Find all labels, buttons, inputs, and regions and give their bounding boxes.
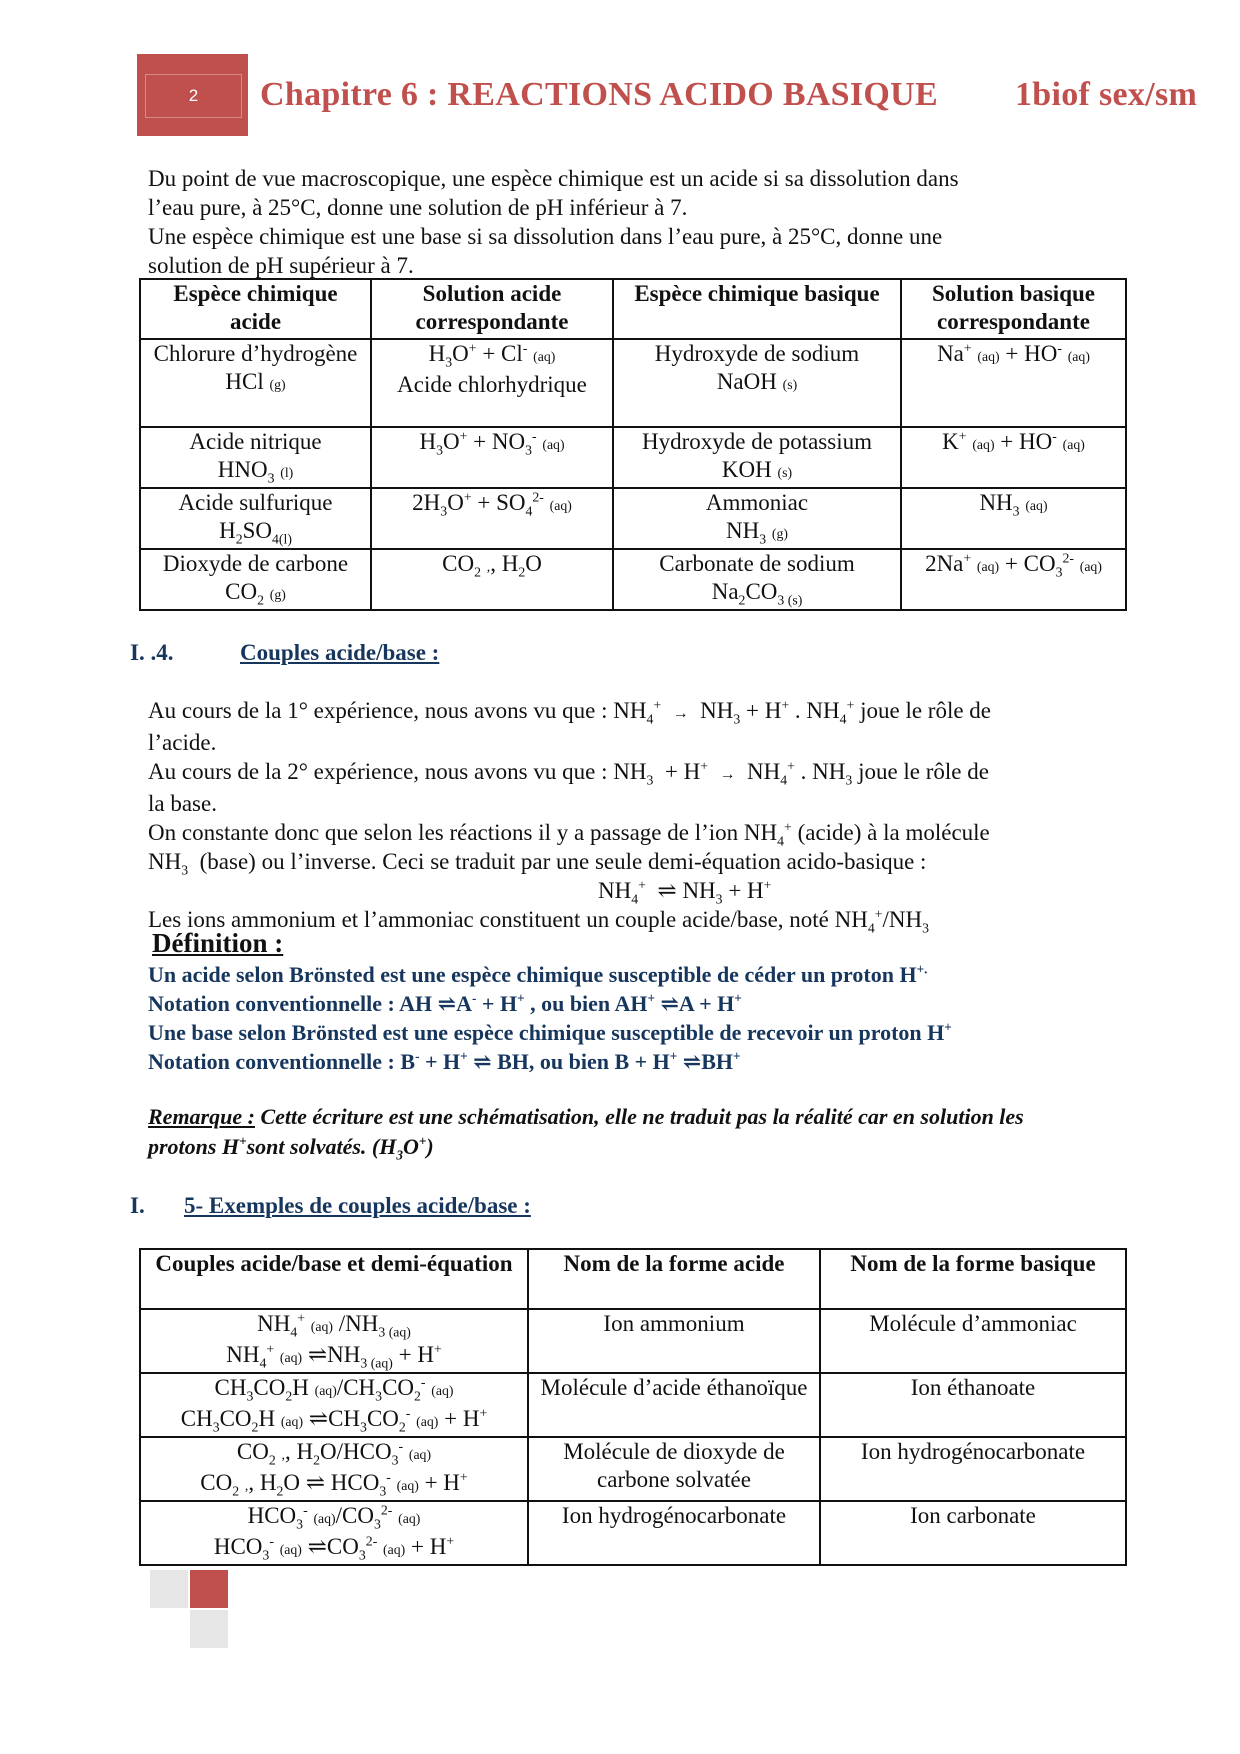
definition-block: Un acide selon Brönsted est une espèce chimique susceptible de céder un proton H+. Notation conventionnelle : AH ⇌A- + H+ , ou bien AH+ ⇌A + H+ Une base selon Brönsted est une espèce chimique susceptible de recevoir un proton H+ Notation conventionnelle : B- + H+ ⇌ BH, ou bien B + H+ ⇌BH+: [148, 961, 952, 1074]
table-row: [140, 1501, 1126, 1565]
table-header: Solution basique correspondante: [901, 279, 1126, 339]
table-cell: Acide sulfurique $H_2SO_{4(l)}$: [140, 488, 371, 549]
intro-paragraph: [148, 164, 1128, 280]
table-cell: $CH_3CO_2H$ $(aq)/CH_3CO_2^-$ (aq) $CH_3CO_2H$ (aq) $\rightleftharpoons CH_3CO_2^-$ (aq) + H+: [140, 1373, 528, 1437]
section-title: 5- Exemples de couples acide/base :: [184, 1193, 531, 1218]
table-cell: Acide nitrique $HNO_3$ (l): [140, 427, 371, 488]
table-cell: $NH_3$ (aq): [901, 488, 1126, 549]
intro-line: Une espèce chimique est une base si sa dissolution dans l’eau pure, à 25°C, donne une: [148, 224, 943, 249]
table-cell: K+ (aq) + HO- (aq): [901, 427, 1126, 488]
page-number-box: [137, 54, 248, 136]
table-row: [140, 1309, 1126, 1373]
intro-line: Du point de vue macroscopique, une espèce chimique est un acide si sa dissolution dans: [148, 166, 959, 191]
table-row: [140, 1373, 1126, 1437]
table-cell: $H_3O^+ + NO_3^-$ (aq): [371, 427, 613, 488]
table-cell: Molécule de dioxyde de carbone solvatée: [528, 1437, 820, 1501]
table-cell: $NH_4^+$ (aq) $/NH_{3 (aq)}$ $NH_4^+$ (aq) $\rightleftharpoons NH_{3 (aq)} + H^+$: [140, 1309, 528, 1373]
table-header: Nom de la forme basique: [820, 1249, 1126, 1309]
table-header: Espèce chimique basique: [613, 279, 901, 339]
table-cell: Ion éthanoate: [820, 1373, 1126, 1437]
table-cell: Ion carbonate: [820, 1501, 1126, 1565]
table-cell: $H_3O^+ + Cl^-$ (aq) Acide chlorhydrique: [371, 339, 613, 427]
table-cell: Hydroxyde de potassium KOH (s): [613, 427, 901, 488]
acid-base-couples-table: [139, 1248, 1127, 1566]
table-cell: Na+ (aq) + HO- (aq): [901, 339, 1126, 427]
table-cell: Ion hydrogénocarbonate: [528, 1501, 820, 1565]
table-header: Couples acide/base et demi-équation: [140, 1249, 528, 1309]
table-row: [140, 1437, 1126, 1501]
remark-label: Remarque :: [148, 1104, 255, 1129]
footer-decor-square: [150, 1570, 188, 1608]
section-number: I.: [130, 1193, 145, 1218]
table-header: Solution acide correspondante: [371, 279, 613, 339]
table-row: [140, 488, 1126, 549]
table-header: Espèce chimique acide: [140, 279, 371, 339]
table-row: [140, 339, 1126, 427]
footer-decor-square: [190, 1570, 228, 1608]
table-cell: $CO_2$ ,, $H_2O/HCO_3^-$ (aq) $CO_2$ ,, $H_2O$ ⇌ $HCO_3^-$ (aq) + H+: [140, 1437, 528, 1501]
table-cell: Carbonate de sodium $Na_2CO_{3 (s)}$: [613, 549, 901, 610]
footer-decor-square: [190, 1610, 228, 1648]
table-cell: Molécule d’acide éthanoïque: [528, 1373, 820, 1437]
table-cell: 2Na+ $(aq) + CO_3^{2-}$ (aq): [901, 549, 1126, 610]
acid-base-species-table: [139, 278, 1127, 611]
table-cell: Ammoniac $NH_3$ (g): [613, 488, 901, 549]
section-title: Couples acide/base :: [240, 640, 440, 665]
level-label: 1biof sex/sm: [1015, 76, 1198, 113]
table-cell: Chlorure d’hydrogène HCl (g): [140, 339, 371, 427]
section-number: I. .4.: [130, 640, 174, 665]
page-number: 2: [145, 74, 242, 118]
remark-block: Remarque : Cette écriture est une schématisation, elle ne traduit pas la réalité car en solution les protons H+sont solvatés. $(H_3O^+)$: [148, 1104, 1024, 1163]
intro-line: solution de pH supérieur à 7.: [148, 253, 414, 278]
table-cell: Molécule d’ammoniac: [820, 1309, 1126, 1373]
table-row: [140, 549, 1126, 610]
table-cell: Ion ammonium: [528, 1309, 820, 1373]
table-cell: Ion hydrogénocarbonate: [820, 1437, 1126, 1501]
table-cell: $2H_3O^+ + SO_4^{2-}$ (aq): [371, 488, 613, 549]
table-cell: Hydroxyde de sodium NaOH (s): [613, 339, 901, 427]
section4-paragraph: Au cours de la 1° expérience, nous avons vu que : $NH_4^+ \to NH_3 + H^+$ . $NH_4^+$ joue le rôle de l’acide. Au cours de la 2° expérience, nous avons vu que : $NH_3 + H^+ \to NH_4^+$ . $NH_3$ joue le rôle de la base. On constante donc que selon les réactions il y a passage de l’ion $NH_4^+$ (acide) à la molécule $NH_3$ (base) ou l’inverse. Ceci se traduit par une seule demi-équation acido-basique : $NH_4^+$ ⇌ $NH_3 + H^+$ Les ions ammonium et l’ammoniac constituent un couple acide/base, noté $NH_4^+/NH_3$: [148, 697, 992, 936]
definition-title: Définition :: [152, 928, 284, 958]
table-row: [140, 427, 1126, 488]
table-cell: $CO_2$ ,, $H_2O$: [371, 549, 613, 610]
intro-line: l’eau pure, à 25°C, donne une solution de pH inférieur à 7.: [148, 195, 688, 220]
table-cell: Dioxyde de carbone $CO_2$ (g): [140, 549, 371, 610]
chapter-title: Chapitre 6 : REACTIONS ACIDO BASIQUE: [260, 76, 938, 113]
table-cell: $HCO_3^-$ $(aq)/CO_3^{2-}$ (aq) $HCO_3^-$ (aq) $\rightleftharpoons CO_3^{2-}$ (aq) + H+: [140, 1501, 528, 1565]
table-header: Nom de la forme acide: [528, 1249, 820, 1309]
